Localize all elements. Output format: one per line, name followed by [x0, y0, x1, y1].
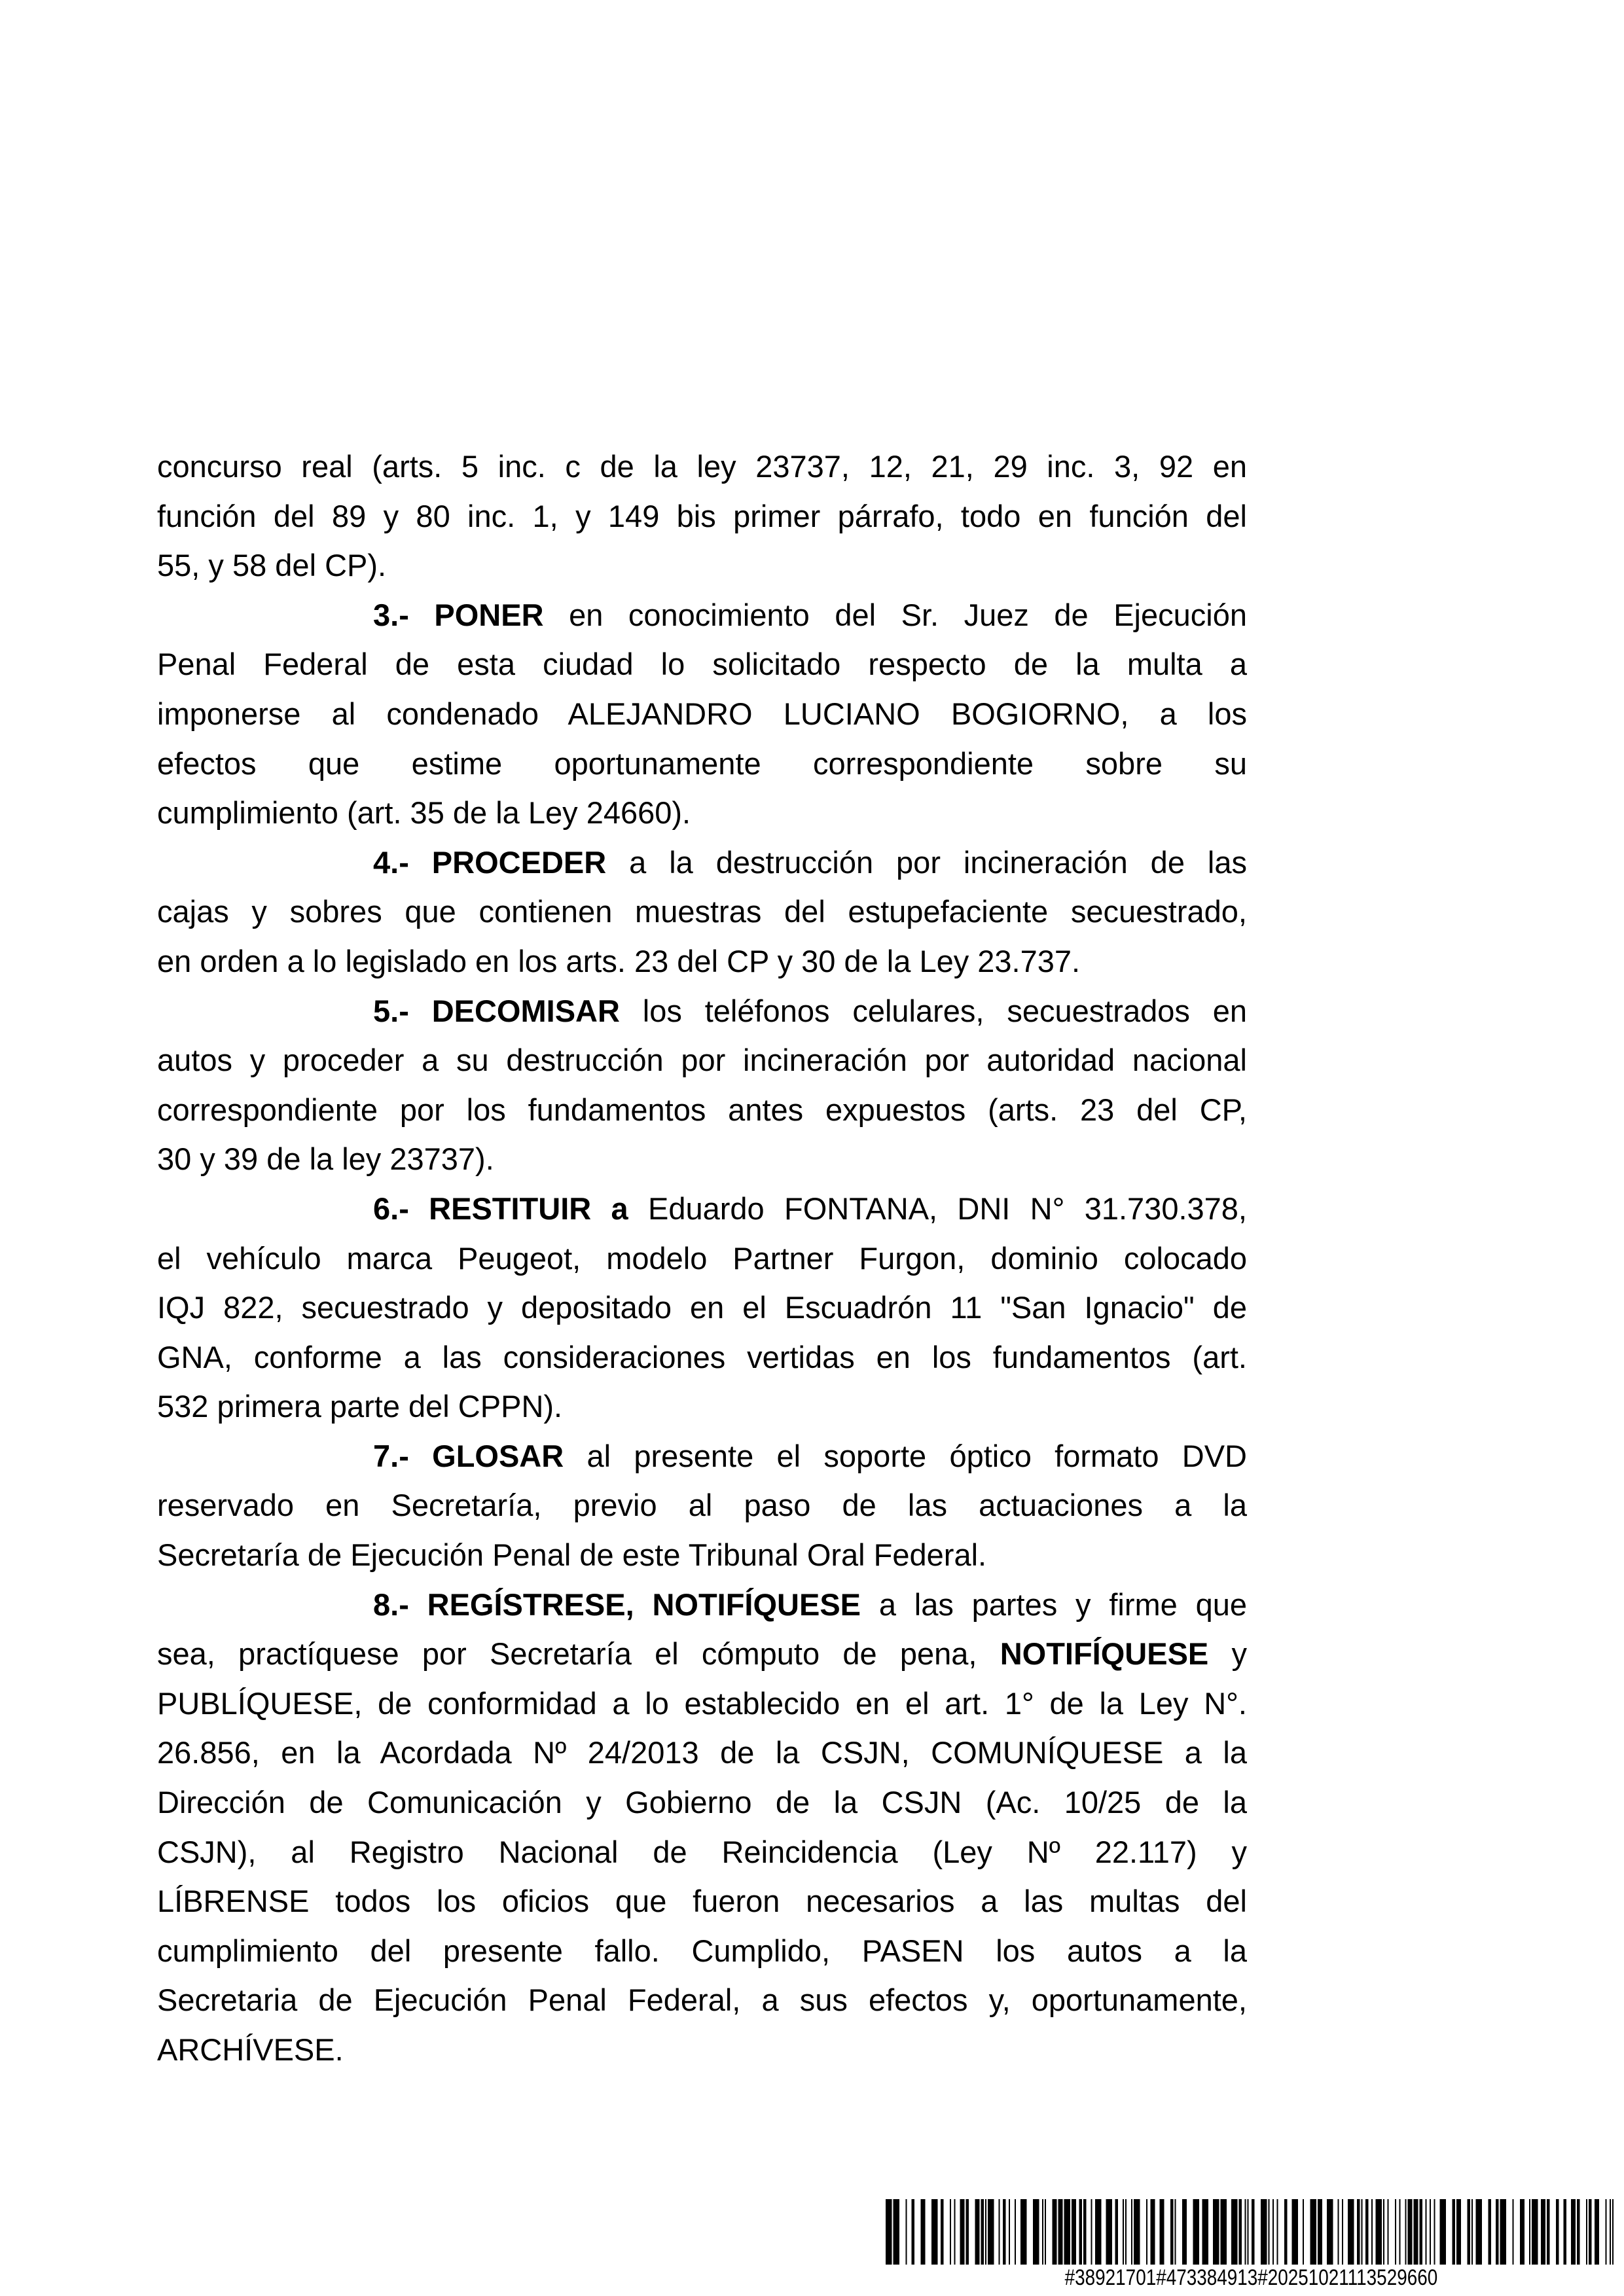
barcode-bar	[912, 2199, 915, 2265]
barcode-bar	[1405, 2199, 1407, 2265]
barcode-bar	[950, 2199, 951, 2265]
text: cajas y sobres que contienen muestras del estupefaciente secuestrado,	[157, 894, 1247, 929]
barcode-bar	[1182, 2199, 1187, 2265]
text: sea, practíquese por Secretaría el cómputo de pena,	[157, 1636, 1000, 1672]
barcode-bar	[1456, 2199, 1461, 2265]
barcode-bar	[1318, 2199, 1322, 2265]
bold-text: NOTIFÍQUESE	[1000, 1636, 1209, 1672]
barcode-bar	[1221, 2199, 1227, 2265]
text: 30 y 39 de la ley 23737).	[157, 1141, 494, 1177]
barcode-bar	[1009, 2199, 1010, 2265]
barcode-bar	[1426, 2199, 1427, 2265]
barcode-bar	[1348, 2199, 1354, 2265]
text: 55, y 58 del CP).	[157, 548, 387, 583]
text-line	[157, 1728, 1247, 1778]
text: CSJN), al Registro Nacional de Reincidencia (Ley Nº 22.117) y	[157, 1834, 1247, 1869]
barcode-bar	[1586, 2199, 1587, 2265]
barcode-bar	[1513, 2199, 1514, 2265]
barcode-bar	[1125, 2199, 1127, 2265]
barcode-bar	[1610, 2199, 1611, 2265]
text: LÍBRENSE todos los oficios que fueron necesarios a las multas del	[157, 1884, 1247, 1919]
barcode-bar	[1489, 2199, 1492, 2265]
barcode-bar	[1589, 2199, 1592, 2265]
barcode-bar	[1151, 2199, 1155, 2265]
barcode-bar	[1395, 2199, 1396, 2265]
paragraph	[157, 590, 1247, 838]
text: concurso real (arts. 5 inc. c de la ley 23737, 12, 21, 29 inc. 3, 92 en	[157, 449, 1247, 484]
barcode-bar	[981, 2199, 984, 2265]
barcode-bar	[1414, 2199, 1418, 2265]
barcode-bar	[893, 2199, 900, 2265]
barcode-bar	[1338, 2199, 1339, 2265]
barcode-bar	[1042, 2199, 1043, 2265]
barcode-bar	[1269, 2199, 1270, 2265]
text: ARCHÍVESE.	[157, 2032, 344, 2067]
resolution-body	[157, 442, 1247, 2075]
barcode-bar	[1371, 2199, 1373, 2265]
text: a la destrucción por incineración de las	[606, 844, 1247, 880]
text-line	[157, 1035, 1247, 1085]
text: IQJ 822, secuestrado y depositado en el Escuadrón 11 "San Ignacio" de	[157, 1290, 1247, 1325]
paragraph	[157, 838, 1247, 986]
barcode-bar	[1606, 2199, 1607, 2265]
barcode-bar	[1131, 2199, 1132, 2265]
barcode-bar	[1239, 2199, 1242, 2265]
barcode-bar	[954, 2199, 956, 2265]
barcode-bar	[931, 2199, 938, 2265]
text-line	[157, 1085, 1247, 1135]
barcode-bar	[1292, 2199, 1299, 2265]
paragraph	[157, 442, 1247, 590]
barcode-bar	[886, 2199, 892, 2265]
text-line	[157, 1234, 1247, 1283]
barcode-bar	[1595, 2199, 1599, 2265]
barcode-bar	[1252, 2199, 1255, 2265]
bold-text: 5.- DECOMISAR	[373, 993, 620, 1028]
barcode-bar	[1015, 2199, 1016, 2265]
barcode-bar	[1532, 2199, 1538, 2265]
text: efectos que estime oportunamente correspondiente sobre su	[157, 745, 1247, 781]
text-line	[157, 887, 1247, 937]
barcode-bar	[1072, 2199, 1076, 2265]
barcode-bar	[1310, 2199, 1317, 2265]
barcode-bar	[1020, 2199, 1027, 2265]
barcode-bar	[1342, 2199, 1343, 2265]
barcode-bar	[1564, 2199, 1567, 2265]
text-line	[157, 1778, 1247, 1827]
barcode-bar	[1476, 2199, 1483, 2265]
text: cumplimiento (art. 35 de la Ley 24660).	[157, 795, 691, 831]
paragraph	[157, 986, 1247, 1184]
barcode-bar	[1571, 2199, 1576, 2265]
text-line	[157, 541, 1247, 590]
text: reservado en Secretaría, previo al paso de las actuaciones a la	[157, 1488, 1247, 1523]
barcode-bar	[1383, 2199, 1384, 2265]
text-line	[157, 492, 1247, 541]
text-line	[157, 442, 1247, 492]
barcode-bar	[985, 2199, 986, 2265]
text: 26.856, en la Acordada Nº 24/2013 de la CSJN, COMUNÍQUESE a la	[157, 1735, 1247, 1770]
text-line	[157, 1184, 1247, 1234]
barcode-bar	[1357, 2199, 1360, 2265]
barcode-bar	[1440, 2199, 1447, 2265]
barcode-bar	[1083, 2199, 1087, 2265]
text-line	[157, 1333, 1247, 1382]
barcode-bar	[941, 2199, 944, 2265]
barcode-bar	[1202, 2199, 1209, 2265]
barcode-bar	[1245, 2199, 1246, 2265]
text: imponerse al condenado ALEJANDRO LUCIANO BOGIORNO, a los	[157, 696, 1247, 731]
barcode-bar	[1399, 2199, 1401, 2265]
barcode-bar	[1362, 2199, 1363, 2265]
text: PUBLÍQUESE, de conformidad a lo establecido en el art. 1° de la Ley N°.	[157, 1685, 1247, 1721]
barcode-bar	[999, 2199, 1000, 2265]
barcode-bar	[966, 2199, 969, 2265]
text-line	[157, 1629, 1247, 1679]
text: Penal Federal de esta ciudad lo solicitado respecto de la multa a	[157, 647, 1247, 682]
text: correspondiente por los fundamentos antes expuestos (arts. 23 del CP,	[157, 1092, 1247, 1127]
barcode-bar	[1420, 2199, 1423, 2265]
text-line	[157, 1382, 1247, 1431]
barcode-bar	[1327, 2199, 1333, 2265]
text-line	[157, 1283, 1247, 1333]
barcode-bar	[1091, 2199, 1092, 2265]
text-line	[157, 1480, 1247, 1530]
text: GNA, conforme a las consideraciones vertidas en los fundamentos (art.	[157, 1339, 1247, 1374]
barcode-bar	[1106, 2199, 1113, 2265]
text: autos y proceder a su destrucción por incineración por autoridad nacional	[157, 1043, 1247, 1078]
barcode-bar	[1365, 2199, 1369, 2265]
text-line	[157, 1876, 1247, 1926]
text-line	[157, 788, 1247, 838]
barcode-bar	[1045, 2199, 1046, 2265]
barcode-bar	[1134, 2199, 1140, 2265]
barcode-bar	[906, 2199, 907, 2265]
barcode-bar	[1175, 2199, 1176, 2265]
barcode-bar	[1123, 2199, 1124, 2265]
paragraph	[157, 1431, 1247, 1580]
text: Secretaría de Ejecución Penal de este Tribunal Oral Federal.	[157, 1537, 987, 1573]
bold-text: 7.- GLOSAR	[373, 1438, 564, 1473]
barcode-bar	[975, 2199, 980, 2265]
text: a las partes y firme que	[861, 1587, 1247, 1622]
barcode-bar	[1193, 2199, 1200, 2265]
barcode-bar	[1146, 2199, 1147, 2265]
text-line	[157, 2025, 1247, 2075]
barcode-bar	[1213, 2199, 1219, 2265]
barcode-bar	[1284, 2199, 1288, 2265]
barcode-bar	[1453, 2199, 1456, 2265]
barcode-bar	[1231, 2199, 1238, 2265]
bold-text: 8.- REGÍSTRESE, NOTIFÍQUESE	[373, 1587, 861, 1622]
text: en orden a lo legislado en los arts. 23 del CP y 30 de la Ley 23.737.	[157, 943, 1081, 978]
text-line	[157, 1530, 1247, 1580]
barcode-bar	[1170, 2199, 1174, 2265]
text-line	[157, 1679, 1247, 1729]
text-line	[157, 590, 1247, 640]
text-line	[157, 1134, 1247, 1184]
text-line	[157, 1580, 1247, 1630]
barcode-bar	[1303, 2199, 1304, 2265]
paragraph	[157, 1580, 1247, 2075]
barcode-bar	[1115, 2199, 1119, 2265]
barcode-bar	[1471, 2199, 1473, 2265]
barcode-bar	[1095, 2199, 1102, 2265]
text-line	[157, 689, 1247, 739]
text: Dirección de Comunicación y Gobierno de la CSJN (Ac. 10/25 de la	[157, 1785, 1247, 1820]
text-line	[157, 986, 1247, 1036]
barcode-bar	[1496, 2199, 1499, 2265]
text: 532 primera parte del CPPN).	[157, 1389, 563, 1424]
text-line	[157, 1431, 1247, 1481]
text: cumplimiento del presente fallo. Cumplido, PASEN los autos a la	[157, 1933, 1247, 1968]
barcode-bar	[1003, 2199, 1006, 2265]
text-line	[157, 739, 1247, 789]
barcode-bar	[1468, 2199, 1471, 2265]
text: al presente el soporte óptico formato DVD	[564, 1438, 1248, 1473]
barcode-bar	[1033, 2199, 1039, 2265]
text-line	[157, 838, 1247, 888]
barcode-number: #38921701#473384913#20251021113529660	[1064, 2265, 1438, 2290]
barcode-bar	[1388, 2199, 1389, 2265]
text: Eduardo FONTANA, DNI N° 31.730.378,	[628, 1191, 1247, 1226]
barcode-bar	[1079, 2199, 1083, 2265]
text-line	[157, 1926, 1247, 1976]
barcode-bar	[988, 2199, 994, 2265]
barcode-bar	[1261, 2199, 1267, 2265]
bold-text: 3.- PONER	[373, 597, 544, 632]
bold-text: 6.- RESTITUIR a	[373, 1191, 628, 1226]
barcode-bar	[1612, 2199, 1614, 2265]
bold-text: 4.- PROCEDER	[373, 844, 607, 880]
barcode-bar	[921, 2199, 926, 2265]
text: los teléfonos celulares, secuestrados en	[619, 993, 1247, 1028]
text: función del 89 y 80 inc. 1, y 149 bis primer párrafo, todo en función del	[157, 498, 1247, 533]
text-line	[157, 639, 1247, 689]
barcode-bar	[1430, 2199, 1431, 2265]
barcode-bar	[1408, 2199, 1413, 2265]
barcode-bar	[1577, 2199, 1580, 2265]
barcode-bar	[1160, 2199, 1164, 2265]
barcode-bar	[1277, 2199, 1278, 2265]
text: y	[1208, 1636, 1247, 1672]
barcode-bar	[1556, 2199, 1559, 2265]
barcode-bar	[1500, 2199, 1507, 2265]
barcode-bar	[960, 2199, 965, 2265]
text: el vehículo marca Peugeot, modelo Partner Furgon, dominio colocado	[157, 1240, 1247, 1276]
paragraph	[157, 1184, 1247, 1431]
barcode-image	[886, 2199, 1614, 2265]
barcode-bar	[1058, 2199, 1063, 2265]
text-line	[157, 1975, 1247, 2025]
barcode-bar	[1272, 2199, 1274, 2265]
barcode-bar	[1547, 2199, 1550, 2265]
text-line	[157, 937, 1247, 986]
barcode-bar	[1376, 2199, 1382, 2265]
barcode-bar	[1053, 2199, 1057, 2265]
barcode-bar	[1064, 2199, 1071, 2265]
barcode-bar	[1248, 2199, 1249, 2265]
barcode-bar	[1434, 2199, 1435, 2265]
text-line	[157, 1827, 1247, 1877]
barcode-bar	[1520, 2199, 1525, 2265]
barcode-bar	[1541, 2199, 1545, 2265]
text: Secretaria de Ejecución Penal Federal, a sus efectos y, oportunamente,	[157, 1982, 1247, 2018]
barcode-bar	[1529, 2199, 1530, 2265]
text: en conocimiento del Sr. Juez de Ejecución	[543, 597, 1247, 632]
